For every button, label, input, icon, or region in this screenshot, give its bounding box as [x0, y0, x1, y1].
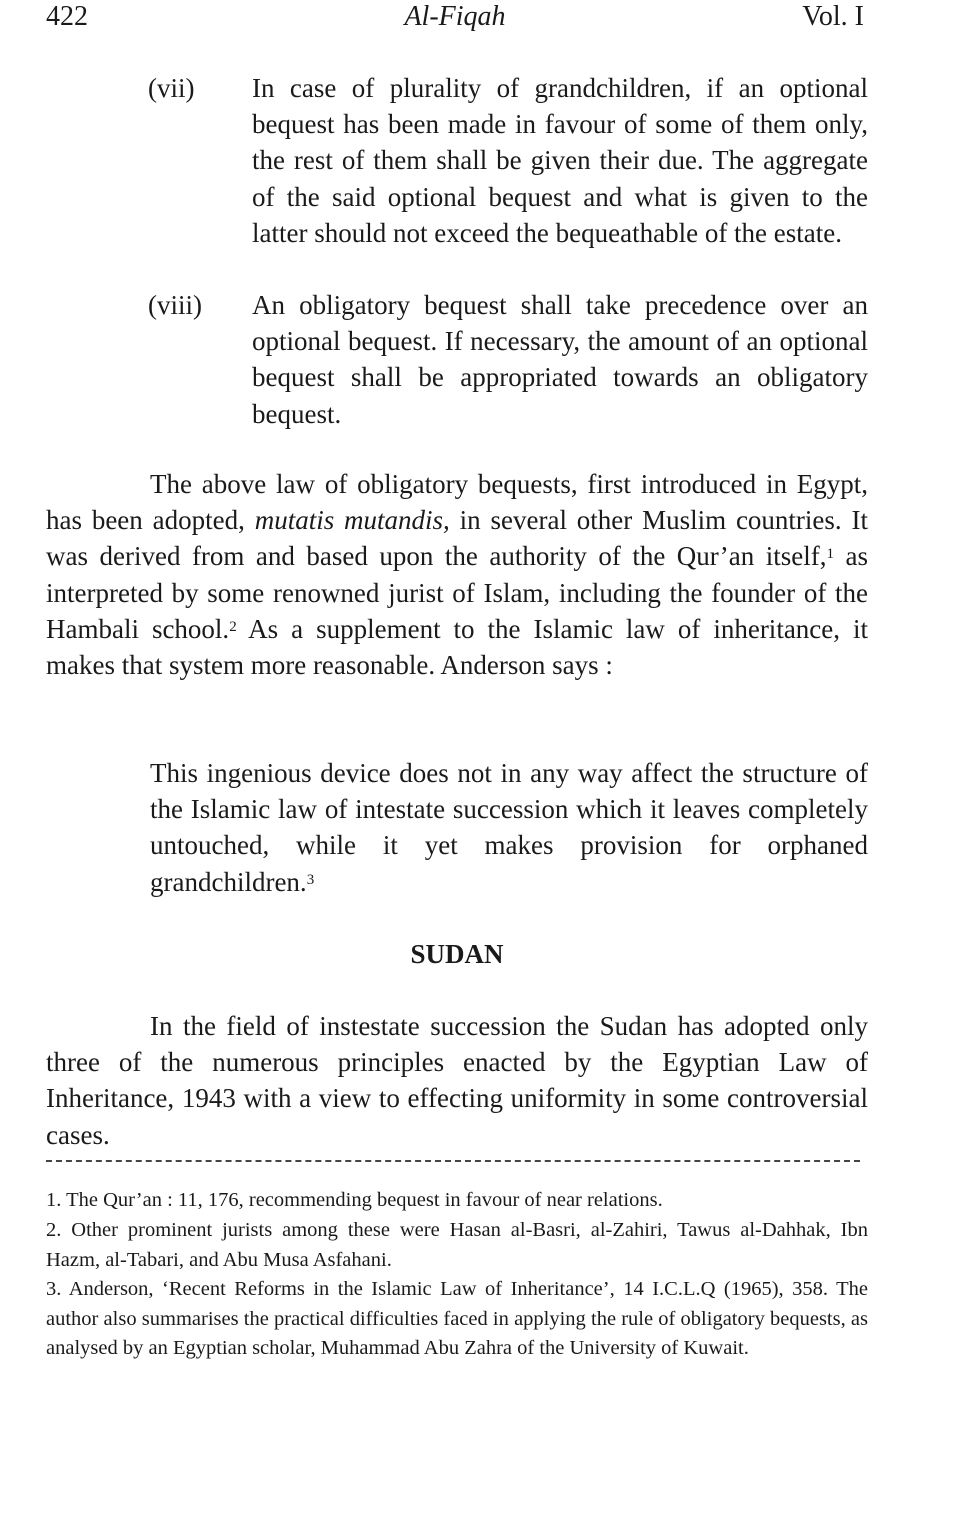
- block-quote: [150, 755, 868, 900]
- item-text: An obligatory bequest shall take precedence over an optional bequest. If necessary, the amount of an optional bequest shall be appropriated towards an obligatory bequest.: [252, 290, 868, 429]
- paragraph-sudan: In the field of instestate succession the Sudan has adopted only three of the numerous principles enacted by the Egyptian Law of Inheritance, 1943 with a view to effecting uniformity in some controversial cases.: [46, 1011, 868, 1150]
- paragraph-text: in several other Muslim countries. It was derived from and based upon the authority of the Qur’an itself,: [46, 505, 868, 572]
- list-item-viii: [148, 287, 868, 432]
- section-heading: SUDAN: [410, 939, 504, 969]
- footnote-3: 3. Anderson, ‘Recent Reforms in the Islamic Law of Inheritance’, 14 I.C.L.Q (1965), 358. The author also summarises the practical difficulties faced in applying the rule of obligatory bequests, as analysed by an Egyptian scholar, Muhammad Abu Zahra of the University of Kuwait.: [46, 1278, 868, 1359]
- paragraph-text: as interpreted by some renowned jurist of Islam, including the founder of the Hambali school.: [46, 541, 868, 644]
- list-item-vii: [148, 70, 868, 251]
- running-title: Al-Fiqah: [404, 1, 506, 32]
- footnote-ref-3[interactable]: 3: [306, 871, 315, 888]
- running-header: [46, 0, 864, 36]
- paragraph-obligatory-bequests: [46, 466, 868, 683]
- footnote-2: 2. Other prominent jurists among these were Hasan al-Basri, al-Zahiri, Tawus al-Dahhak, Ibn Hazm, al-Tabari, and Abu Musa Asfahani.: [46, 1219, 868, 1271]
- item-text: In case of plurality of grandchildren, if an optional bequest has been made in favour of some of them only, the rest of them shall be given their due. The aggregate of the said optional bequest and what is given to the latter should not exceed the bequeathable of the estate.: [252, 73, 868, 248]
- footnote-divider: [46, 1160, 860, 1162]
- quote-text: This ingenious device does not in any way affect the structure of the Islamic law of intestate succession which it leaves completely untouched, while it yet makes provision for orphaned grandchildren.: [150, 758, 868, 897]
- footnote-ref-2[interactable]: 2: [229, 618, 237, 635]
- latin-phrase: mutatis mutandis,: [254, 505, 450, 536]
- item-label: (viii): [148, 290, 202, 320]
- footnote-1: 1. The Qur’an : 11, 176, recommending bequest in favour of near relations.: [46, 1189, 663, 1211]
- volume-label: Vol. I: [802, 1, 864, 32]
- paragraph-text: As a supplement to the Islamic law of inheritance, it makes that system more reasonable. Anderson says :: [46, 613, 868, 681]
- page-number: 422: [46, 1, 88, 32]
- footnote-ref-1[interactable]: 1: [826, 546, 834, 563]
- item-label: (vii): [148, 73, 195, 103]
- paragraph-text: The above law of obligatory bequests, first introduced in Egypt, has been adopted,: [46, 469, 868, 536]
